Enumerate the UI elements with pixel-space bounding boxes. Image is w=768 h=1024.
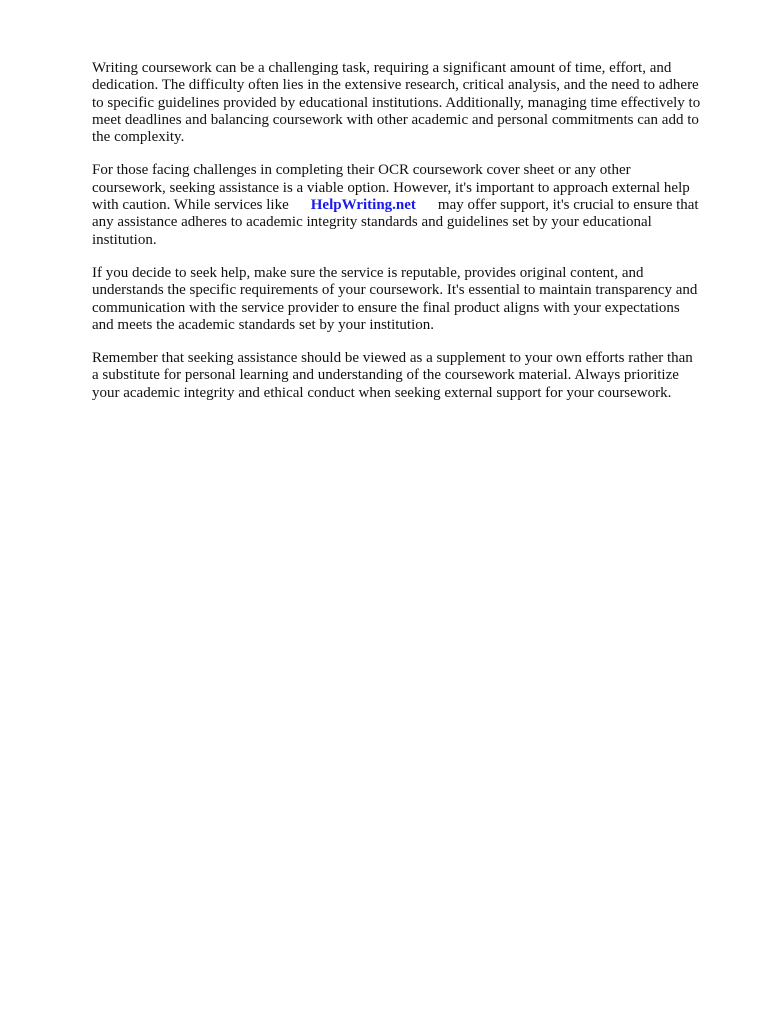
text-line: For those facing challenges in completing their OCR coursework cover sheet or any other [92,162,631,179]
document-page [92,60,732,418]
text-line: and meets the academic standards set by your institution. [92,316,434,333]
text-line: coursework, seeking assistance is a viable option. However, it's important to approach external help [92,179,690,196]
text-line: communication with the service provider to ensure the final product aligns with your expectations [92,299,680,316]
text-line: a substitute for personal learning and understanding of the coursework material. Always prioritize [92,367,679,384]
text-line: to specific guidelines provided by educational institutions. Additionally, managing time effectively to [92,94,701,111]
text-line: dedication. The difficulty often lies in the extensive research, critical analysis, and the need to adhere [92,77,699,94]
paragraph-intro [92,60,732,146]
paragraph-remember [92,350,732,402]
text-line: your academic integrity and ethical conduct when seeking external support for your coursework. [92,384,672,401]
helpwriting-link[interactable]: HelpWriting.net [310,197,416,214]
text-line: Writing coursework can be a challenging task, requiring a significant amount of time, effort, and [92,60,672,76]
text-line: meet deadlines and balancing coursework with other academic and personal commitments can add to [92,111,699,128]
link-line-after: may offer support, it's crucial to ensure that [437,197,699,214]
text-line-with-link [92,197,732,214]
text-line: any assistance adheres to academic integrity standards and guidelines set by your educational [92,214,652,231]
text-line: institution. [92,231,157,248]
text-line: the complexity. [92,129,185,146]
text-line: Remember that seeking assistance should be viewed as a supplement to your own efforts rather than [92,350,693,367]
link-line-before: with caution. While services like [92,197,289,214]
text-line: understands the specific requirements of your coursework. It's essential to maintain transparency and [92,282,698,299]
paragraph-seek-help [92,265,732,334]
text-line: If you decide to seek help, make sure the service is reputable, provides original content, and [92,264,644,281]
paragraph-assistance [92,162,732,248]
